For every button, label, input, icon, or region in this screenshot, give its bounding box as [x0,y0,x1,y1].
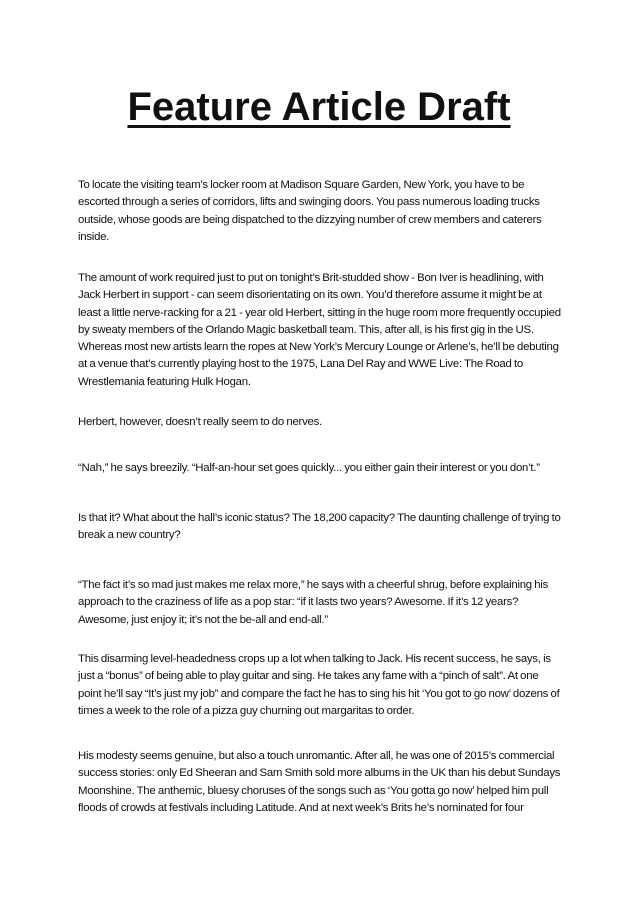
paragraph-2: The amount of work required just to put on tonight’s Brit-studded show - Bon Iver is headlining, with Jack Herbert in support - can seem disorientating on its own. You’d therefore assume it might be at least a little nerve-racking for a 21 - year old Herbert, sitting in the huge room more frequently occupied by sweaty members of the Orlando Magic basketball team. This, after all, is his first gig in the US. Whereas most new artists learn the ropes at New York’s Mercury Lounge or Arlene’s, he’ll be debuting at a venue that’s currently playing host to the 1975, Lana Del Ray and WWE Live: The Road to Wrestlemania featuring Hulk Hogan. [78,272,561,388]
paragraph-3: Herbert, however, doesn’t really seem to do nerves. [78,416,322,428]
paragraph-4: “Nah,” he says breezily. “Half-an-hour set goes quickly... you either gain their interest or you don’t.” [78,462,540,474]
paragraph-1: To locate the visiting team’s locker room at Madison Square Garden, New York, you have to be escorted through a series of corridors, lifts and swinging doors. You pass numerous loading trucks outside, whose goods are being dispatched to the dizzying number of crew members and caterers inside. [78,179,542,243]
paragraph-7: This disarming level-headedness crops up a lot when talking to Jack. His recent success, he says, is just a “bonus” of being able to play guitar and sing. He takes any fame with a “pinch of salt”. At one point he’ll say “It’s just my job” and compare the fact he has to sing his hit ‘You got to go now’ dozens of times a week to the role of a pizza guy churning out margaritas to order. [78,653,560,717]
paragraph-8: His modesty seems genuine, but also a touch unromantic. After all, he was one of 2015’s commercial success stories: only Ed Sheeran and Sam Smith sold more albums in the UK than his debut Sundays Moonshine. The anthemic, bluesy choruses of the songs such as ‘You gotta go now’ helped him pull floods of crowds at festivals including Latitude. And at next week’s Brits he’s nominated for four [78,750,561,814]
page-title: Feature Article Draft [127,85,511,129]
paragraph-5: Is that it? What about the hall’s iconic status? The 18,200 capacity? The daunting challenge of trying to break a new country? [78,512,561,542]
paragraph-6: “The fact it’s so mad just makes me relax more,” he says with a cheerful shrug, before explaining his approach to the craziness of life as a pop star: “if it lasts two years? Awesome. If it’s 12 years? Awesome, just enjoy it; it’s not the be-all and end-all.” [78,579,549,626]
